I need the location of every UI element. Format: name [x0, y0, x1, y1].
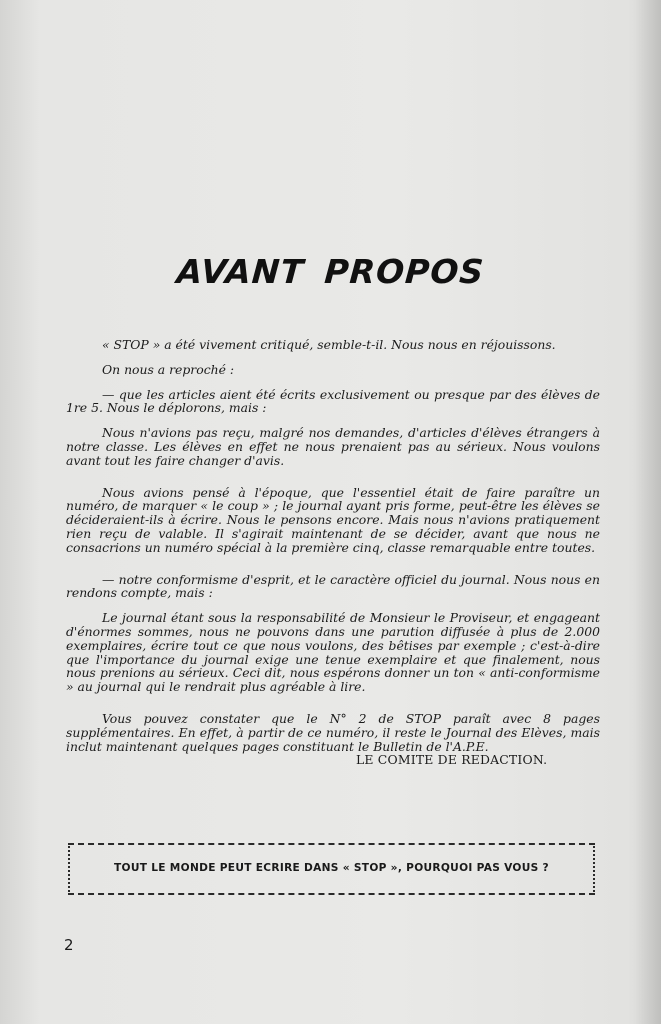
paragraph: — que les articles aient été écrits exclusivement ou presque par des élèves de 1re 5. Nous le déplorons, mais : — [66, 386, 600, 416]
paragraph: Vous pouvez constater que le N° 2 de STOP paraît avec 8 pages supplémentaires. En effet, à partir de ce numéro, il reste le Journal des Elèves, mais inclut maintenant quelques pages constituant le Bulletin de l'A.P.E. — [66, 710, 600, 754]
page-title: AVANT PROPOS — [175, 252, 486, 291]
paragraph: Nous n'avions pas reçu, malgré nos demandes, d'articles d'élèves étrangers à notre classe. Les élèves en effet ne nous prenaient pas au sérieux. Nous voulons avant tout les faire changer d'avis. — [66, 425, 600, 468]
paragraph: « STOP » a été vivement critiqué, semble-t-il. Nous nous en réjouissons. — [102, 337, 556, 352]
page-number: 2 — [64, 936, 74, 954]
signature: LE COMITE DE REDACTION. — [356, 752, 548, 767]
body-text — [66, 338, 600, 764]
paragraph: On nous a reproché : — [102, 361, 235, 377]
paragraph: Le journal étant sous la responsabilité de Monsieur le Proviseur, et engageant d'énormes sommes, nous ne pouvons dans une parution diffusée à plus de 2.000 exemplaires, écrire tout ce que nous voulons, des bêtises par exemple ; c'est-à-dire que l'importance du journal exige une tenue exemplaire et que finalement, nous nous prenions au sérieux. Ceci dit, nous espérons donner un ton « anti-conformisme » au journal qui le rendrait plus agréable à lire. — [66, 610, 600, 695]
callout-box — [68, 843, 595, 895]
paragraph: — notre conformisme d'esprit, et le caractère officiel du journal. Nous nous en rendons compte, mais : — [66, 571, 600, 601]
callout-text: TOUT LE MONDE PEUT ECRIRE DANS « STOP », POURQUOI PAS VOUS ? — [113, 862, 549, 874]
paragraph: Nous avions pensé à l'époque, que l'essentiel était de faire paraître un numéro, de marquer « le coup » ; le journal ayant pris forme, peut-être les élèves se décideraient-ils à écrire. Nous le pensons encore. Mais nous n'avions pratiquement rien reçu de valable. Il s'agirait maintenant de se décider, avant que nous ne consacrions un numéro spécial à la première cinq, classe remarquable entre toutes. — [66, 484, 600, 555]
spine-shadow — [635, 0, 661, 1024]
